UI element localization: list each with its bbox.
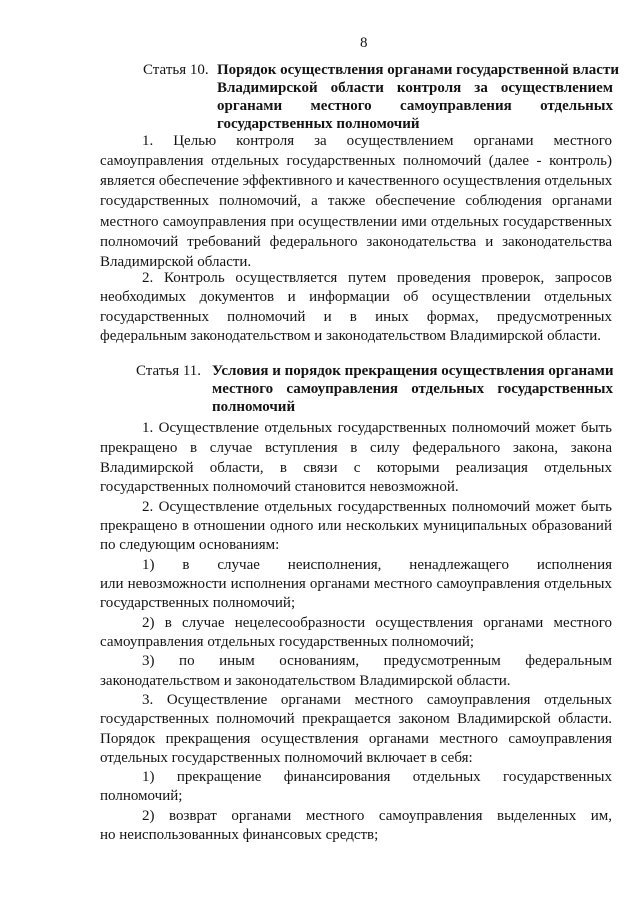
list-item-line: 2) в случае нецелесообразности осуществления органами местного (142, 615, 612, 631)
article-title-line: органами местного самоуправления отдельных (217, 98, 613, 114)
list-item-line: 2) возврат органами местного самоуправления выделенных им, (142, 808, 612, 824)
paragraph-line: 1. Осуществление отдельных государственных полномочий может быть (142, 420, 612, 436)
list-item-line: самоуправления отдельных государственных полномочий; (100, 634, 475, 650)
paragraph-line: Порядок прекращения осуществления органами местного самоуправления (100, 731, 612, 747)
list-item-line: 1) в случае неисполнения, ненадлежащего исполнения (142, 557, 612, 573)
paragraph-line: местного самоуправления при осуществлении ими отдельных государственных (100, 214, 612, 230)
list-item-line: государственных полномочий; (100, 595, 296, 611)
article-label: Статья 11. (136, 363, 202, 379)
article-title-line: Условия и порядок прекращения осуществления органами (212, 363, 614, 379)
paragraph-line: 2. Осуществление отдельных государственных полномочий может быть (142, 499, 612, 515)
paragraph-line: прекращено в отношении одного или нескольких муниципальных образований (100, 518, 612, 534)
paragraph-line: 2. Контроль осуществляется путем проведения проверок, запросов (142, 270, 612, 286)
paragraph-line: Владимирской области. (100, 254, 252, 270)
paragraph-line: необходимых документов и информации об осуществлении отдельных (100, 289, 612, 305)
paragraph-line: государственных полномочий становится невозможной. (100, 479, 459, 495)
paragraph-line: является обеспечение эффективного и качественного осуществления отдельных (100, 173, 613, 189)
list-item-line: законодательством и законодательством Владимирской области. (100, 673, 511, 689)
list-item-line: 1) прекращение финансирования отдельных государственных (142, 769, 612, 785)
list-item-line: 3) по иным основаниям, предусмотренным федеральным (142, 653, 612, 669)
paragraph-line: по следующим основаниям: (100, 537, 280, 553)
paragraph-line: полномочий требований федерального законодательства и законодательства (100, 234, 612, 250)
list-item-line: но неиспользованных финансовых средств; (100, 827, 379, 843)
article-title-line: полномочий (212, 399, 296, 415)
paragraph-line: прекращено в случае вступления в силу федерального закона, закона (100, 440, 612, 456)
article-title-line: Владимирской области контроля за осуществлением (217, 80, 613, 96)
paragraph-line: государственных полномочий, а также обеспечение соблюдения органами (100, 193, 612, 209)
list-item-line: или невозможности исполнения органами местного самоуправления отдельных (100, 576, 612, 592)
paragraph-line: государственных полномочий и в иных формах, предусмотренных (100, 309, 612, 325)
paragraph-line: Владимирской области, в связи с которыми реализация отдельных (100, 460, 612, 476)
article-title-line: государственных полномочий (217, 116, 420, 132)
list-item-line: полномочий; (100, 788, 183, 804)
article-title-line: Порядок осуществления органами государственной власти (217, 62, 619, 78)
paragraph-line: 1. Целью контроля за осуществлением органами местного (142, 133, 612, 149)
article-label: Статья 10. (143, 62, 209, 78)
paragraph-line: государственных полномочий прекращается законом Владимирской области. (100, 711, 612, 727)
article-title-line: местного самоуправления отдельных государственных (212, 381, 613, 397)
paragraph-line: отдельных государственных полномочий включает в себя: (100, 750, 473, 766)
paragraph-line: федеральным законодательством и законодательством Владимирской области. (100, 328, 601, 344)
page-number: 8 (360, 35, 368, 51)
paragraph-line: самоуправления отдельных государственных полномочий (далее - контроль) (100, 153, 612, 169)
paragraph-line: 3. Осуществление органами местного самоуправления отдельных (142, 692, 612, 708)
